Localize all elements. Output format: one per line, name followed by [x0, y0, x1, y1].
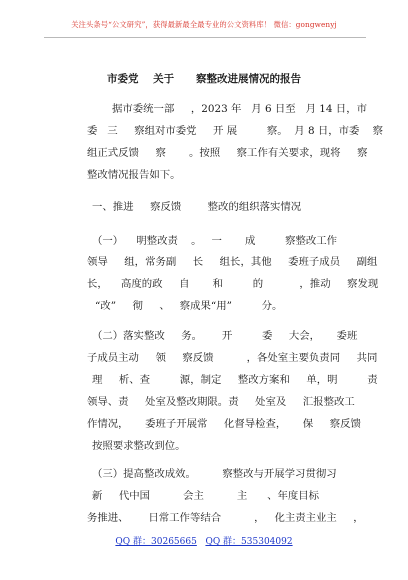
paragraph-line: 领导、责 处室及整改期限。责 处室及 汇报整改工	[87, 396, 355, 408]
paragraph-line: 理 析、查 源，制定 整改方案和 单，明 责	[92, 374, 378, 386]
paragraph-line: （一） 明整改责 。 一 成 察整改工作	[92, 235, 338, 247]
paragraph-line: 据市委统一部 ，2023 年 月 6 日至 月 14 日，市	[112, 103, 367, 115]
section-heading: 一、推进 察反馈 整改的组织落实情况	[92, 201, 302, 213]
paragraph-line: 子成员主动 领 察反馈 ，各处室主要负责同 共同	[87, 352, 378, 364]
paragraph-line: 委 三 察组对市委党 开 展 察。 月 8 日，市委 察	[87, 125, 384, 137]
qq-group-link-2[interactable]: QQ 群：535304092	[205, 537, 293, 547]
paragraph-line: （二）落实整改 务。 开 委 大会， 委班	[92, 330, 358, 342]
paragraph-line: 组正式反馈 察 。按照 察工作有关要求，现将 察	[87, 147, 368, 159]
paragraph-line: 长， 高度的政 自 和 的 ，推动 察发现	[87, 278, 379, 290]
page-footer	[0, 534, 408, 547]
paragraph-line: 按照要求整改到位。	[92, 440, 186, 452]
paragraph-line: “改” 彻 、 察成果“用” 分。	[95, 300, 283, 312]
report-title: 市委党 关于 察整改进展情况的报告	[106, 73, 302, 85]
paragraph-line: 整改情况报告如下。	[87, 169, 181, 181]
paragraph-line: 务推进、 日常工作等结合 ， 化主责主业主 ，	[87, 512, 364, 524]
qq-group-link-1[interactable]: QQ 群：30265665	[115, 537, 197, 547]
header-divider	[44, 37, 366, 38]
paragraph-line: 领导 组，常务副 长 组长，其他 委班子成员 副组	[87, 256, 378, 268]
page-header-banner: 关注头条号“公文研究”，获得最新最全最专业的公文资料库！ 微信：gongwenyj	[71, 20, 337, 29]
paragraph-line: （三）提高整改成效。 察整改与开展学习贯彻习	[92, 468, 337, 480]
paragraph-line: 新 代中国 会主 主 、年度目标	[92, 490, 320, 502]
paragraph-line: 作情况， 委班子开展常 化督导检查， 保 察反馈	[87, 418, 361, 430]
